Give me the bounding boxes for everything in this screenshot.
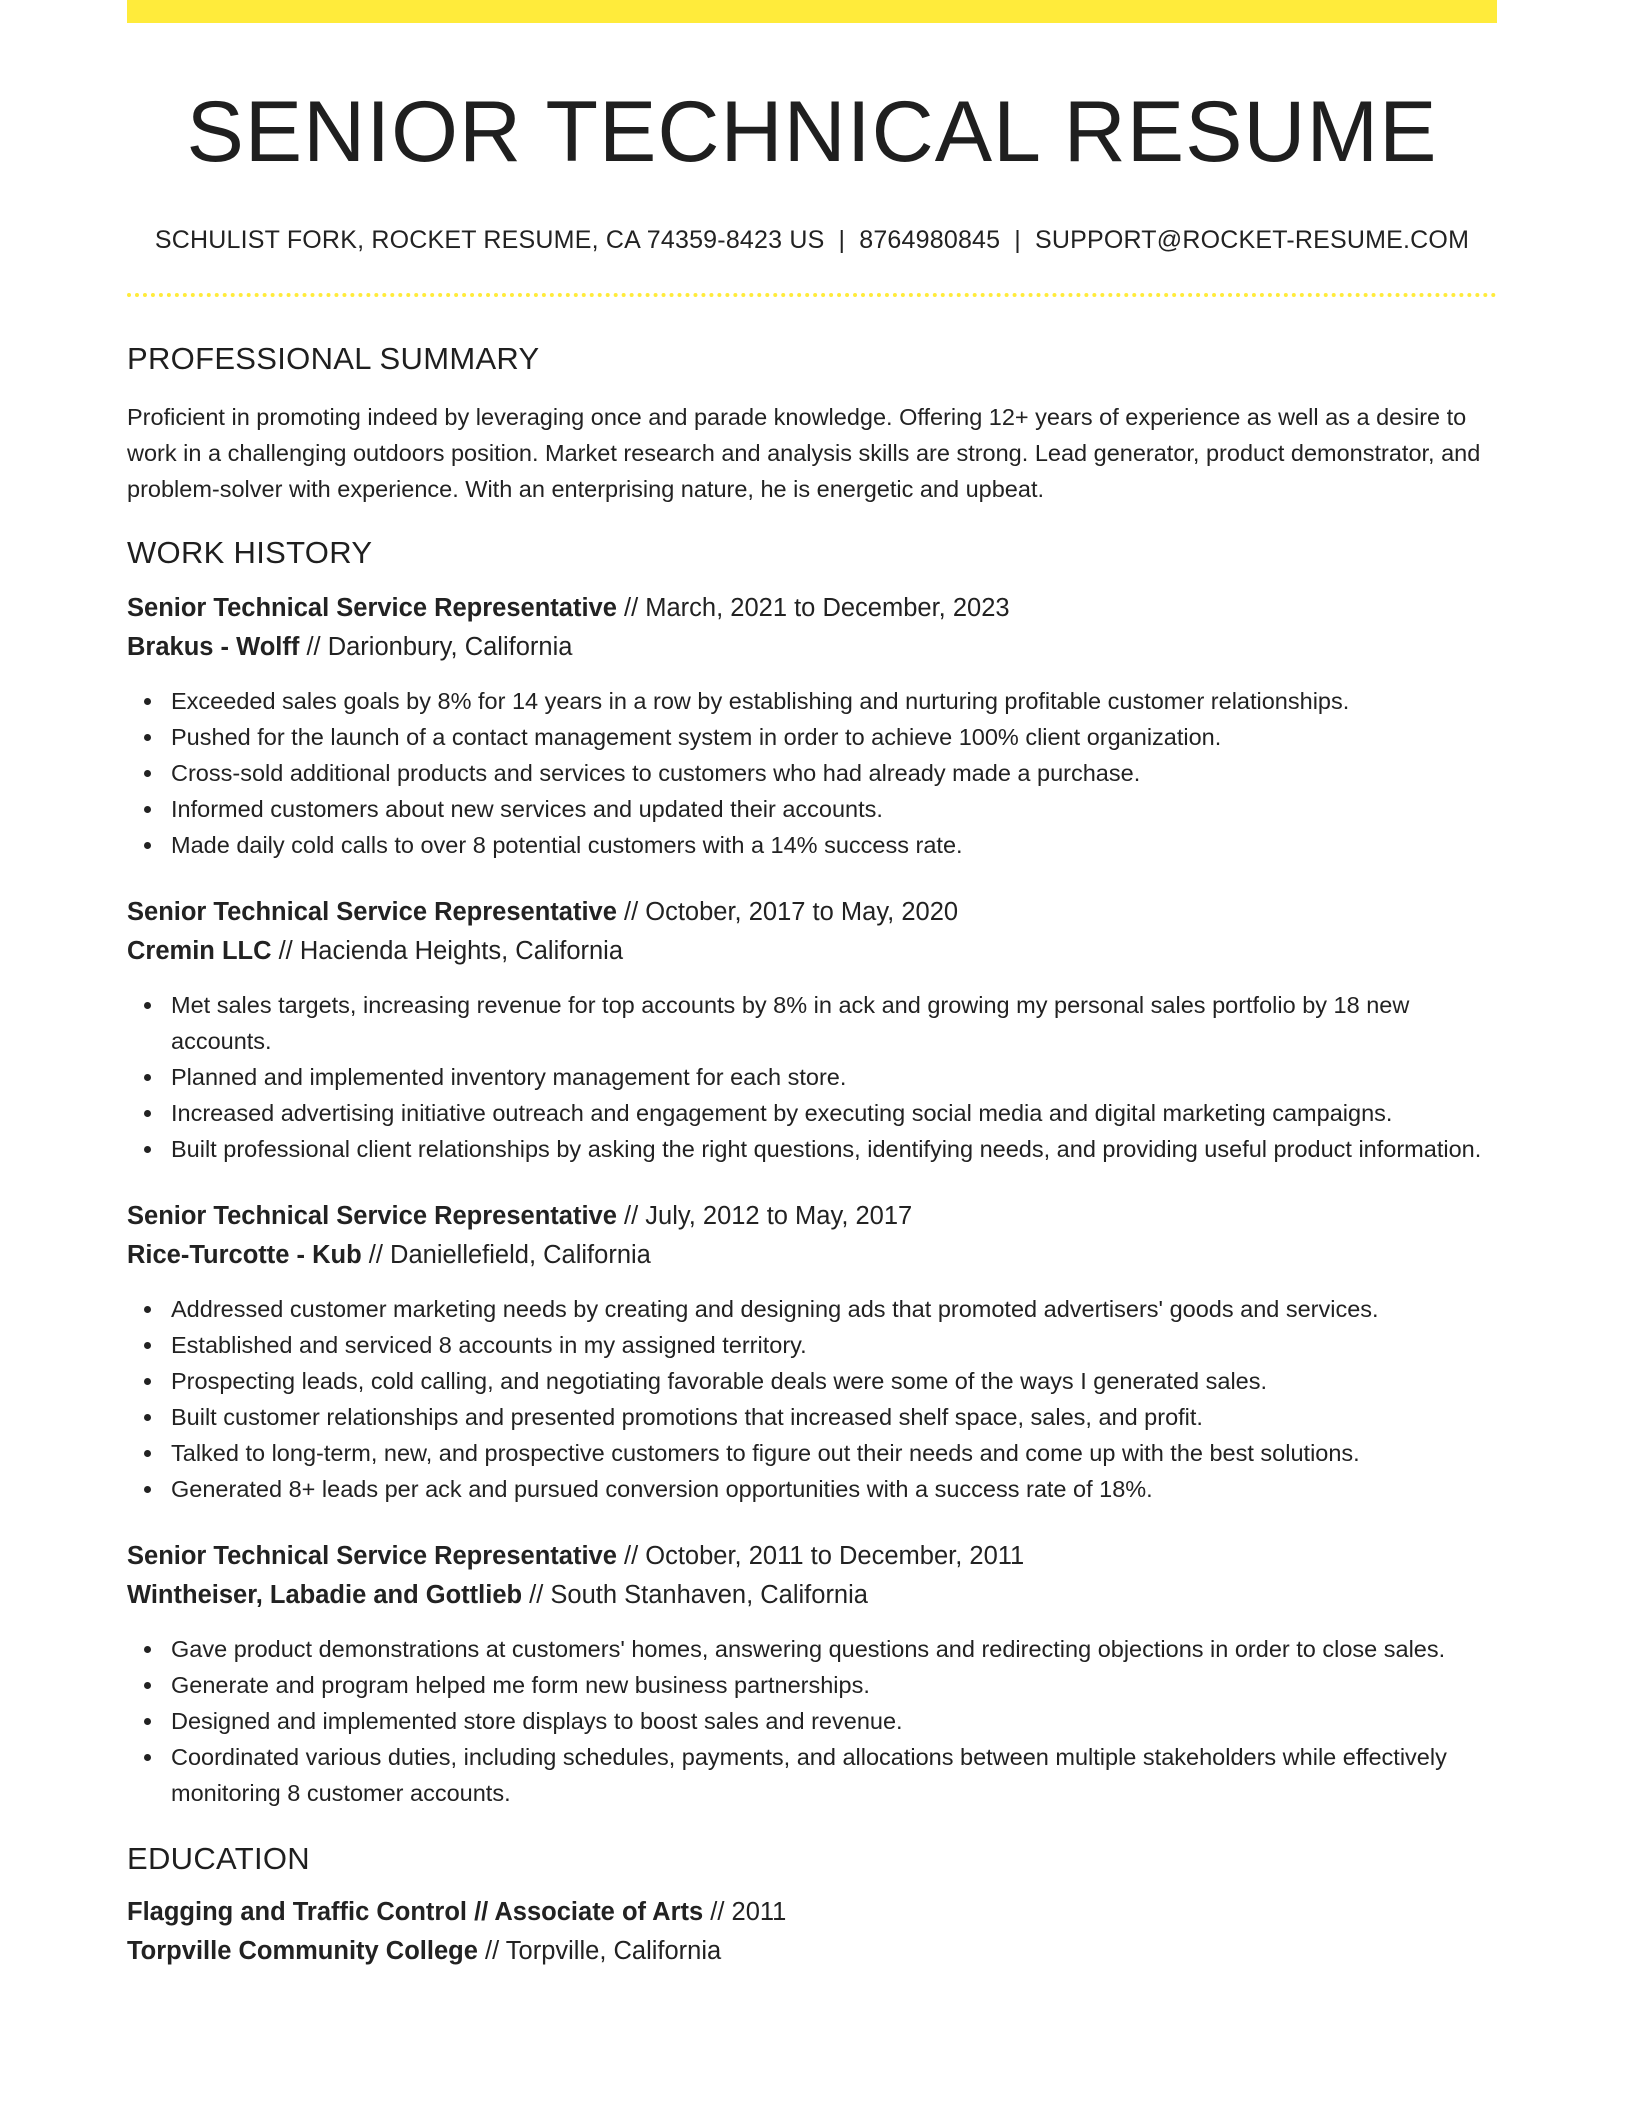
list-item: Built customer relationships and presented promotions that increased shelf space, sales, and profit. bbox=[171, 1399, 1497, 1435]
education-school-line bbox=[127, 1932, 1497, 1971]
accent-top-bar bbox=[127, 0, 1497, 23]
contact-email: SUPPORT@ROCKET-RESUME.COM bbox=[1034, 225, 1470, 254]
list-item: Planned and implemented inventory management for each store. bbox=[171, 1059, 1497, 1095]
list-item: Established and serviced 8 accounts in my assigned territory. bbox=[171, 1327, 1497, 1363]
job-title: Senior Technical Service Representative bbox=[127, 593, 617, 622]
list-item: Exceeded sales goals by 8% for 14 years in a row by establishing and nurturing profitable customer relationships. bbox=[171, 683, 1497, 719]
list-item: Designed and implemented store displays to boost sales and revenue. bbox=[171, 1703, 1497, 1739]
education-degree: Flagging and Traffic Control // Associate of Arts bbox=[127, 1897, 704, 1926]
list-item: Met sales targets, increasing revenue for top accounts by 8% in ack and growing my personal sales portfolio by 18 new accounts. bbox=[171, 987, 1497, 1059]
list-item: Generated 8+ leads per ack and pursued conversion opportunities with a success rate of 18%. bbox=[171, 1471, 1497, 1507]
list-item: Increased advertising initiative outreach and engagement by executing social media and digital marketing campaigns. bbox=[171, 1095, 1497, 1131]
job-entry bbox=[127, 1537, 1497, 1811]
list-item: Informed customers about new services and updated their accounts. bbox=[171, 791, 1497, 827]
job-entry bbox=[127, 589, 1497, 863]
job-entry bbox=[127, 893, 1497, 1167]
dotted-divider bbox=[127, 293, 1497, 297]
job-title-line bbox=[127, 589, 1497, 628]
list-item: Coordinated various duties, including schedules, payments, and allocations between multiple stakeholders while effectively monitoring 8 customer accounts. bbox=[171, 1739, 1497, 1811]
job-title-line bbox=[127, 893, 1497, 932]
education-heading: EDUCATION bbox=[127, 1840, 310, 1876]
list-item: Addressed customer marketing needs by creating and designing ads that promoted advertisers' goods and services. bbox=[171, 1291, 1497, 1327]
contact-separator: | bbox=[838, 225, 846, 254]
job-title-line bbox=[127, 1197, 1497, 1236]
job-company: Wintheiser, Labadie and Gottlieb bbox=[127, 1580, 523, 1609]
contact-separator: | bbox=[1014, 225, 1021, 254]
work-history-heading: WORK HISTORY bbox=[127, 534, 373, 570]
list-item: Cross-sold additional products and services to customers who had already made a purchase. bbox=[171, 755, 1497, 791]
education-location: // Torpville, California bbox=[477, 1936, 722, 1965]
education-entry bbox=[127, 1893, 1497, 1971]
list-item: Built professional client relationships by asking the right questions, identifying needs, and providing useful product information. bbox=[171, 1131, 1497, 1167]
contact-phone: 8764980845 bbox=[859, 225, 1001, 254]
contact-address: SCHULIST FORK, ROCKET RESUME, CA 74359-8423 US bbox=[154, 225, 825, 254]
list-item: Talked to long-term, new, and prospective customers to figure out their needs and come up with the best solutions. bbox=[171, 1435, 1497, 1471]
summary-text: Proficient in promoting indeed by leveraging once and parade knowledge. Offering 12+ years of experience as well as a desire to work in a challenging outdoors position. Market research and analysis skills are strong. Lead generator, product demonstrator, and problem-solver with experience. With an enterprising nature, he is energetic and upbeat. bbox=[127, 403, 1481, 502]
contact-line bbox=[127, 226, 1497, 255]
summary-heading: PROFESSIONAL SUMMARY bbox=[127, 340, 540, 376]
education-year: // 2011 bbox=[703, 1897, 787, 1926]
job-company: Cremin LLC bbox=[127, 936, 272, 965]
job-company-line bbox=[127, 932, 1497, 971]
job-bullets bbox=[127, 1631, 1497, 1811]
job-company: Brakus - Wolff bbox=[127, 632, 300, 661]
job-title: Senior Technical Service Representative bbox=[127, 1201, 617, 1230]
education-school: Torpville Community College bbox=[127, 1936, 478, 1965]
education-degree-line bbox=[127, 1893, 1497, 1932]
list-item: Generate and program helped me form new business partnerships. bbox=[171, 1667, 1497, 1703]
job-entry bbox=[127, 1197, 1497, 1507]
resume-title: SENIOR TECHNICAL RESUME bbox=[186, 84, 1438, 180]
job-title: Senior Technical Service Representative bbox=[127, 1541, 617, 1570]
job-company: Rice-Turcotte - Kub bbox=[127, 1240, 362, 1269]
list-item: Pushed for the launch of a contact management system in order to achieve 100% client organization. bbox=[171, 719, 1497, 755]
job-location: // South Stanhaven, California bbox=[522, 1580, 868, 1609]
resume-page bbox=[127, 0, 1497, 1971]
job-location: // Darionbury, California bbox=[299, 632, 573, 661]
list-item: Prospecting leads, cold calling, and negotiating favorable deals were some of the ways I generated sales. bbox=[171, 1363, 1497, 1399]
job-dates: // October, 2017 to May, 2020 bbox=[616, 897, 959, 926]
job-company-line bbox=[127, 1576, 1497, 1615]
list-item: Gave product demonstrations at customers' homes, answering questions and redirecting objections in order to close sales. bbox=[171, 1631, 1497, 1667]
job-location: // Daniellefield, California bbox=[361, 1240, 651, 1269]
job-bullets bbox=[127, 683, 1497, 863]
job-location: // Hacienda Heights, California bbox=[271, 936, 624, 965]
job-bullets bbox=[127, 987, 1497, 1167]
job-dates: // July, 2012 to May, 2017 bbox=[616, 1201, 913, 1230]
job-title: Senior Technical Service Representative bbox=[127, 897, 617, 926]
list-item: Made daily cold calls to over 8 potential customers with a 14% success rate. bbox=[171, 827, 1497, 863]
job-title-line bbox=[127, 1537, 1497, 1576]
job-dates: // March, 2021 to December, 2023 bbox=[616, 593, 1010, 622]
job-dates: // October, 2011 to December, 2011 bbox=[616, 1541, 1025, 1570]
job-bullets bbox=[127, 1291, 1497, 1507]
job-company-line bbox=[127, 628, 1497, 667]
job-company-line bbox=[127, 1236, 1497, 1275]
